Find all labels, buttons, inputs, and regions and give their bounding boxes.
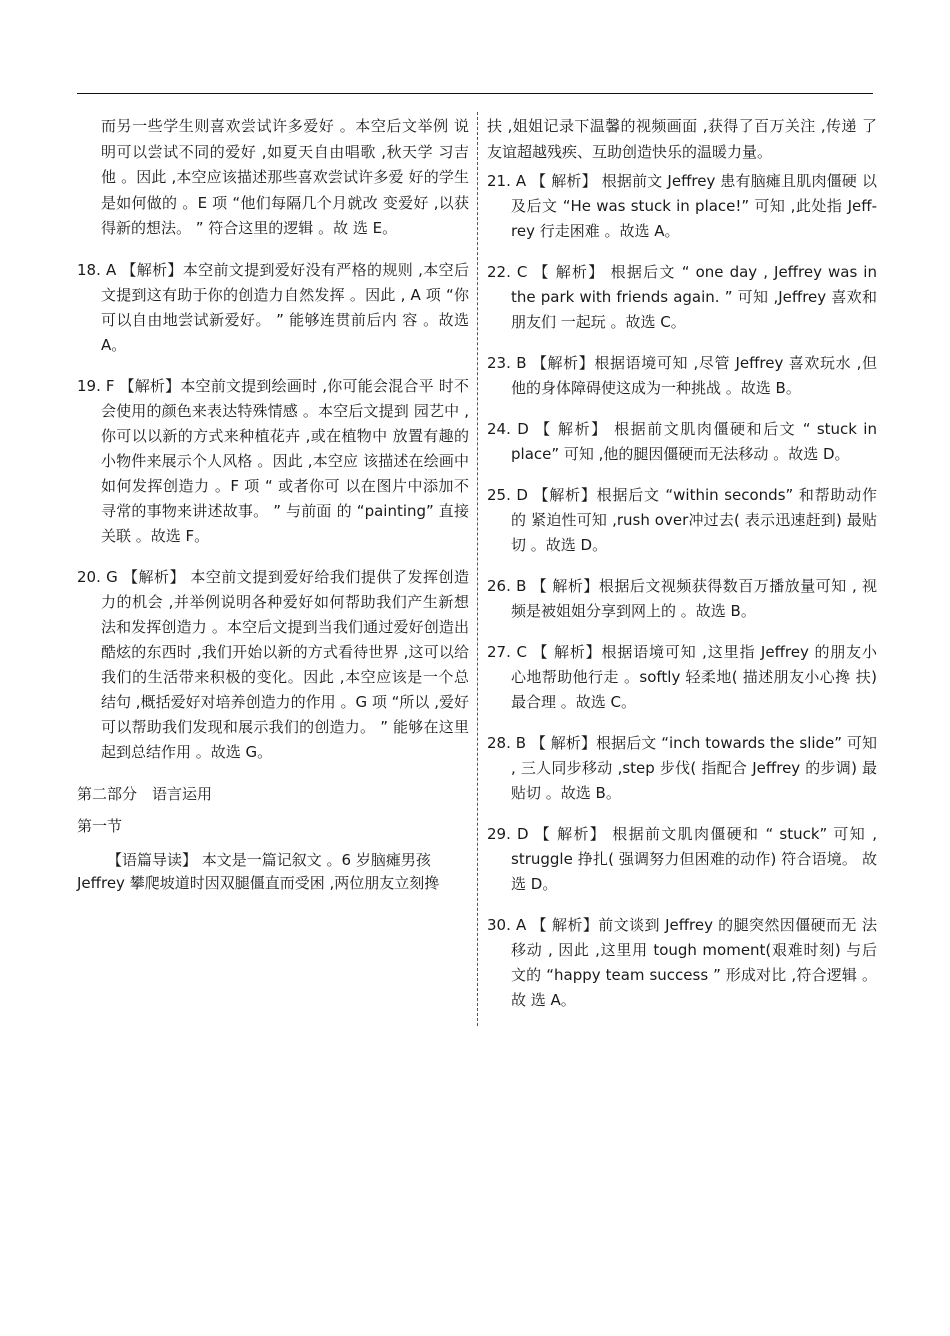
answer-text: D 【解析】根据后文 “within seconds” 和帮助动作的 紧迫性可知 ,rush over冲过去( 表示迅速赶到) 最贴 切 。故选 D。 xyxy=(511,486,877,554)
column-divider xyxy=(477,112,478,1026)
answer-text: C 【 解析】 根据后文 “ one day , Jeffrey was in the park with friends again. ” 可知 ,Jeffrey 喜欢和朋友们 一起玩 。故选 C。 xyxy=(511,263,877,331)
answer-item-20 xyxy=(77,565,469,765)
answer-item-30 xyxy=(487,913,877,1013)
left-column xyxy=(77,114,469,895)
answer-item-18 xyxy=(77,258,469,358)
answer-text: A 【 解析】前文谈到 Jeffrey 的腿突然因僵硬而无 法移动 , 因此 ,这里用 tough moment(艰难时刻) 与后 文的 “happy team success ” 形成对比 ,符合逻辑 。故 选 A。 xyxy=(511,916,877,1009)
answer-text: B 【解析】根据语境可知 ,尽管 Jeffrey 喜欢玩水 ,但 他的身体障碍使这成为一种挑战 。故选 B。 xyxy=(511,354,877,397)
answer-number: 23. xyxy=(487,354,511,372)
answer-number: 26. xyxy=(487,577,511,595)
answer-item-21 xyxy=(487,169,877,244)
answer-item-29 xyxy=(487,822,877,897)
answer-text: B 【 解析】根据后文 “inch towards the slide” 可知 , 三人同步移动 ,step 步伐( 指配合 Jeffrey 的步调) 最 贴切 。故选 B。 xyxy=(511,734,877,802)
answer-item-22 xyxy=(487,260,877,335)
answer-item-26 xyxy=(487,574,877,624)
answer-item-19 xyxy=(77,374,469,549)
answer-text: D 【 解析】 根据前文肌肉僵硬和后文 “ stuck in place” 可知 ,他的腿因僵硬而无法移动 。故选 D。 xyxy=(511,420,877,463)
answer-text: G 【解析】 本空前文提到爱好给我们提供了发挥创造力的机会 ,并举例说明各种爱好如何帮助我们产生新想法和发挥创造力 。本空后文提到当我们通过爱好创造出酷炫的东西时 ,我们开始以新的方式看待世界 ,这可以给我们的生活带来积极的变化。因此 ,本空应该是一个总结句 ,概括爱好对培养创造力的作用 。G 项 “所以 ,爱好可以帮助我们发现和展示我们的创造力。 ” 能够在这里起到总结作用 。故选 G。 xyxy=(101,567,469,761)
answer-text: B 【 解析】根据后文视频获得数百万播放量可知 , 视频是被姐姐分享到网上的 。故选 B。 xyxy=(511,577,877,620)
answer-item-28 xyxy=(487,731,877,806)
answer-text: F 【解析】本空前文提到绘画时 ,你可能会混合平 时不会使用的颜色来表达特殊情感 。本空后文提到 园艺中 ,你可以以新的方式来种植花卉 ,或在植物中 放置有趣的小物件来展示个人风格 。因此 ,本空应 该描述在绘画中如何发挥创造力 。F 项 “ 或者你可 以在图片中添加不寻常的事物来讲述故事。 ” 与前面 的 “painting” 直接关联 。故选 F。 xyxy=(101,376,470,545)
answer-item-25 xyxy=(487,483,877,558)
answer-text: D 【 解析】 根据前文肌肉僵硬和 “ stuck” 可知 , struggle 挣扎( 强调努力但困难的动作) 符合语境。 故选 D。 xyxy=(511,825,877,893)
answer-number: 29. xyxy=(487,825,511,843)
right-column xyxy=(487,114,877,1029)
section-title: 第二部分 语言运用 xyxy=(77,784,213,803)
answer-item-23 xyxy=(487,351,877,401)
answer-number: 22. xyxy=(487,263,511,281)
subsection-title: 第一节 xyxy=(77,816,123,835)
answer-number: 18. xyxy=(77,260,101,279)
answer-number: 25. xyxy=(487,486,511,504)
answer-text: A 【 解析】 根据前文 Jeffrey 患有脑瘫且肌肉僵硬 以及后文 “He was stuck in place!” 可知 ,此处指 Jeff- rey 行走困难 。故选 A。 xyxy=(511,172,877,240)
passage-intro: 【语篇导读】 本文是一篇记叙文 。6 岁脑瘫男孩 Jeffrey 攀爬坡道时因双腿僵直而受困 ,两位朋友立刻搀 xyxy=(77,850,440,892)
answer-number: 24. xyxy=(487,420,511,438)
answer-number: 19. xyxy=(77,376,101,395)
answer-item-24 xyxy=(487,417,877,467)
answer-number: 20. xyxy=(77,567,101,586)
answer-item-27 xyxy=(487,640,877,715)
answer-number: 28. xyxy=(487,734,511,752)
answer-text: C 【 解析】根据语境可知 ,这里指 Jeffrey 的朋友小 心地帮助他行走 。softly 轻柔地( 描述朋友小心搀 扶)最合理 。故选 C。 xyxy=(511,643,877,711)
continuation-paragraph: 扶 ,姐姐记录下温馨的视频画面 ,获得了百万关注 ,传递 了友谊超越残疾、互助创造快乐的温暖力量。 xyxy=(487,117,877,161)
answer-text: A 【解析】本空前文提到爱好没有严格的规则 ,本空后文提到这有助于你的创造力自然发挥 。因此 , A 项 “你可以自由地尝试新爱好。 ” 能够连贯前后内 容 。故选 A。 xyxy=(101,260,469,354)
answer-number: 21. xyxy=(487,172,511,190)
header-rule xyxy=(77,93,873,94)
answer-number: 27. xyxy=(487,643,511,661)
continuation-paragraph: 而另一些学生则喜欢尝试许多爱好 。本空后文举例 说明可以尝试不同的爱好 ,如夏天自由唱歌 ,秋天学 习吉他 。因此 ,本空应该描述那些喜欢尝试许多爱 好的学生是如何做的 。E 项 “他们每隔几个月就改 变爱好 ,以获得新的想法。 ” 符合这里的逻辑 。故 选 E。 xyxy=(101,117,469,237)
answer-number: 30. xyxy=(487,916,511,934)
